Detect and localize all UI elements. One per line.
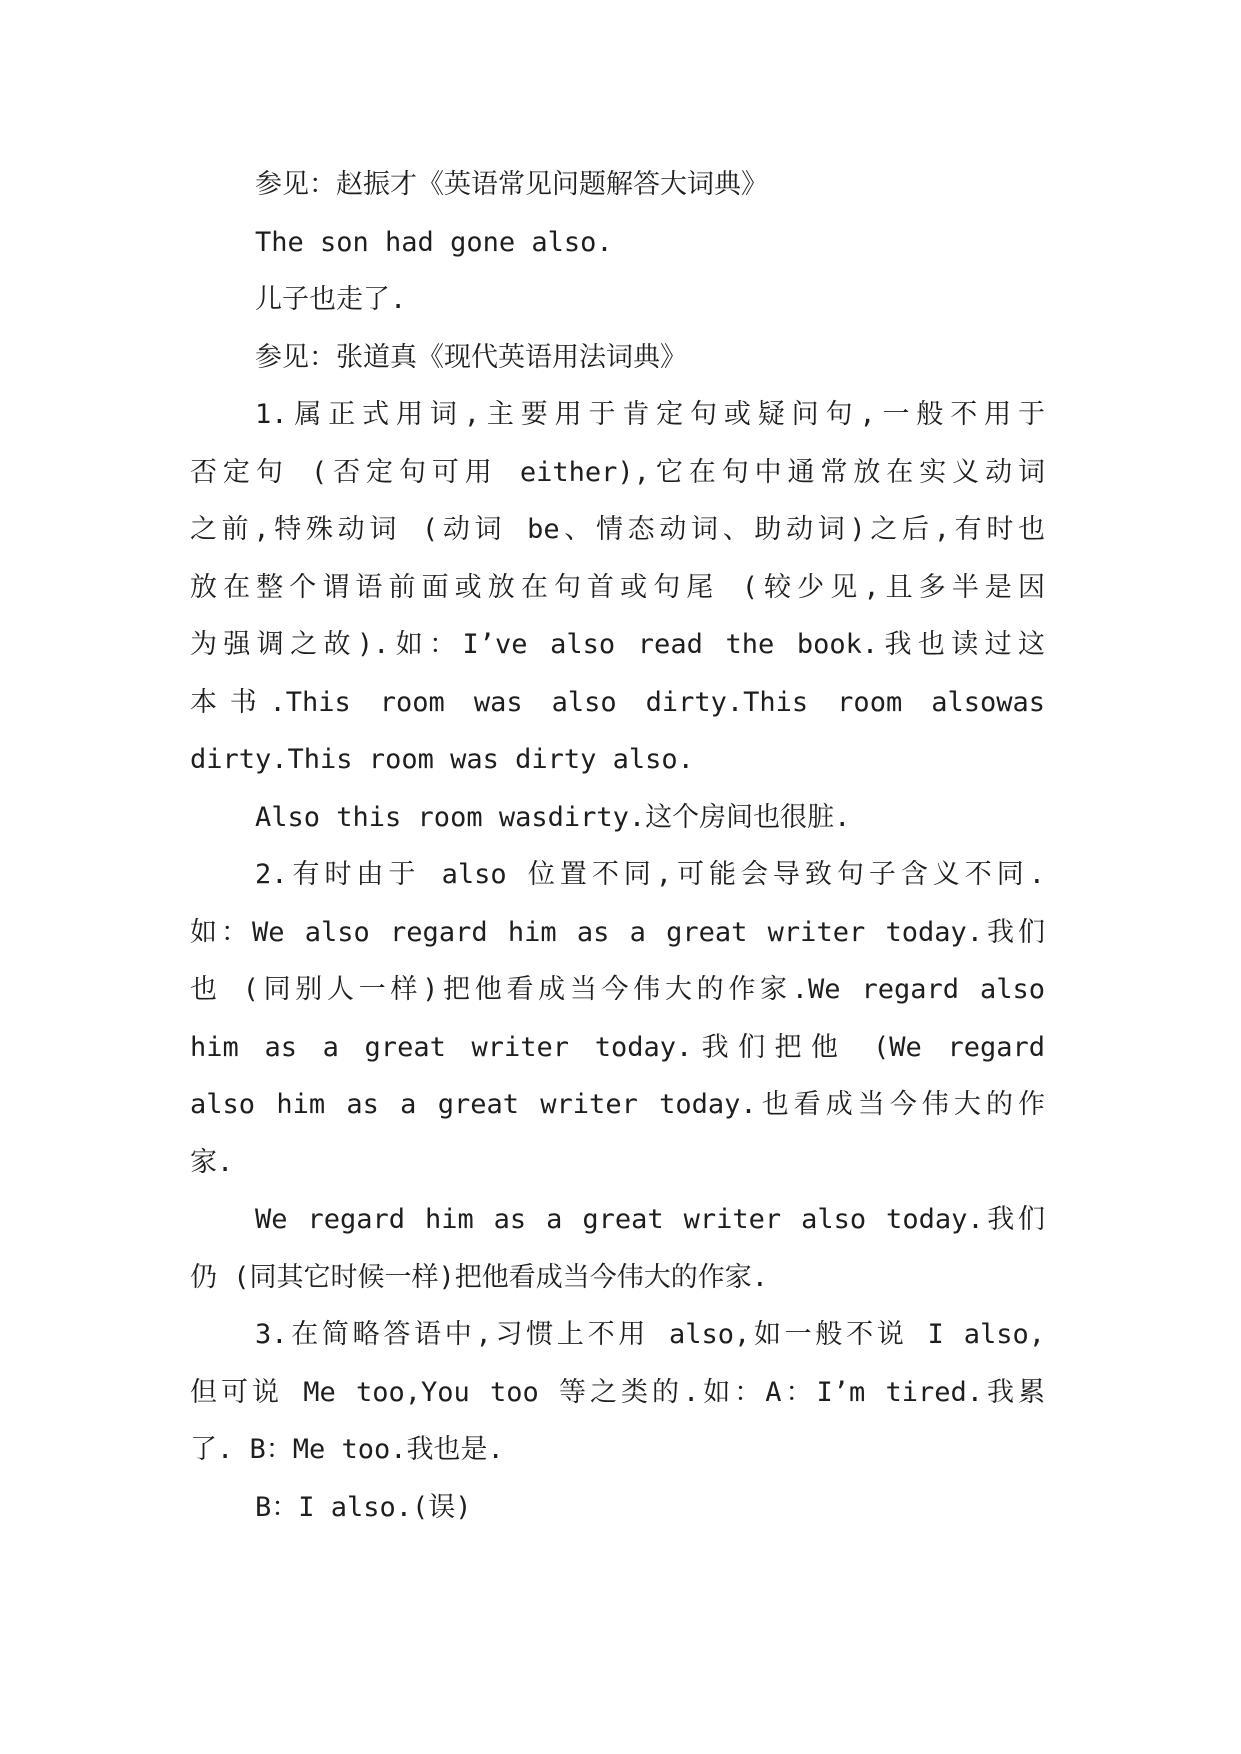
reference-paragraph xyxy=(190,156,1045,214)
paragraph-line: 参见：张道真《现代英语用法词典》 xyxy=(255,341,687,373)
paragraph-line: We regard him as a great writer also today.我们 xyxy=(255,1204,1045,1235)
paragraph-line: 家. xyxy=(190,1146,234,1178)
paragraph-line: 如：We also regard him as a great writer today.我们 xyxy=(190,916,1045,948)
example-paragraph xyxy=(190,1191,1045,1306)
paragraph-line: Also this room wasdirty.这个房间也很脏. xyxy=(255,801,851,833)
example-paragraph xyxy=(190,1479,1045,1537)
paragraph-line: 仍 (同其它时候一样)把他看成当今伟大的作家. xyxy=(190,1261,769,1293)
paragraph-line: 了. B：Me too.我也是. xyxy=(190,1434,504,1465)
paragraph-line: 参见：赵振才《英语常见问题解答大词典》 xyxy=(255,169,768,200)
paragraph-line: 但可说 Me too,You too 等之类的.如：A：I’m tired.我累 xyxy=(190,1376,1045,1408)
usage-point-3 xyxy=(190,1306,1045,1479)
usage-point-2 xyxy=(190,846,1045,1191)
example-paragraph xyxy=(190,789,1045,847)
example-sentence xyxy=(190,214,1045,272)
paragraph-line: 本书.This room was also dirty.This room alsowas xyxy=(190,686,1045,718)
paragraph-line: 为强调之故).如：I’ve also read the book.我也读过这 xyxy=(190,629,1045,660)
paragraph-line: 放在整个谓语前面或放在句首或句尾 (较少见,且多半是因 xyxy=(190,571,1045,603)
example-translation xyxy=(190,271,1045,329)
paragraph-line: 3.在简略答语中,习惯上不用 also,如一般不说 I also, xyxy=(255,1319,1045,1350)
paragraph-line: The son had gone also. xyxy=(255,226,613,258)
document-body xyxy=(190,156,1045,1536)
paragraph-line: 1.属正式用词,主要用于肯定句或疑问句,一般不用于 xyxy=(255,399,1045,430)
paragraph-line: 否定句 (否定句可用 either),它在句中通常放在实义动词 xyxy=(190,456,1045,488)
reference-paragraph xyxy=(190,329,1045,387)
usage-point-1 xyxy=(190,386,1045,789)
paragraph-line: dirty.This room was dirty also. xyxy=(190,744,694,775)
paragraph-line: 2.有时由于 also 位置不同,可能会导致句子含义不同. xyxy=(255,859,1045,890)
paragraph-line: 之前,特殊动词 (动词 be、情态动词、助动词)之后,有时也 xyxy=(190,514,1045,545)
paragraph-line: 也 (同别人一样)把他看成当今伟大的作家.We regard also xyxy=(190,974,1045,1005)
paragraph-line: 儿子也走了. xyxy=(255,284,407,315)
paragraph-line: him as a great writer today.我们把他 (We regard xyxy=(190,1031,1045,1063)
paragraph-line: also him as a great writer today.也看成当今伟大的作 xyxy=(190,1089,1045,1120)
paragraph-line: B：I also.(误) xyxy=(255,1491,472,1523)
